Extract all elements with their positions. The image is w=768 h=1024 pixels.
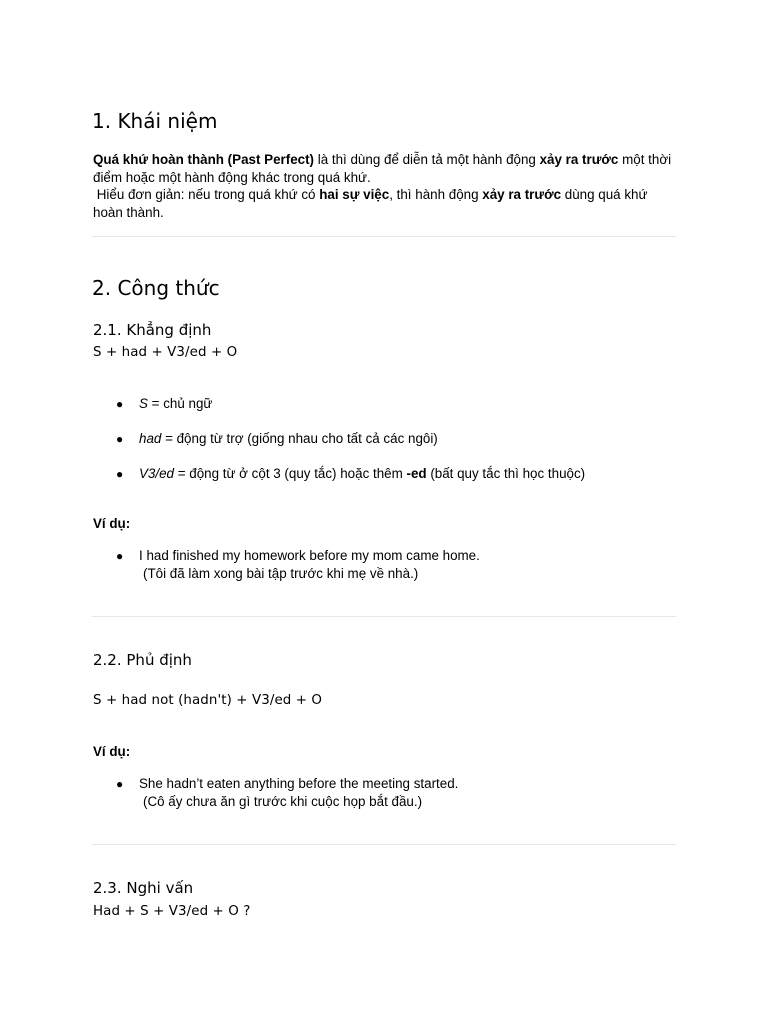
term-item-had	[139, 430, 438, 448]
interrogative-formula: Had + S + V3/ed + O ?	[93, 904, 251, 919]
explanation-text-end: dùng quá khứ hoàn thành.	[93, 187, 648, 220]
affirmative-heading: 2.1. Khẳng định	[93, 321, 212, 339]
term-description: = chủ ngữ	[147, 396, 213, 411]
term-suffix: -ed	[406, 466, 427, 481]
term-name: had	[139, 431, 162, 446]
explanation-text: Hiểu đơn giản: nếu trong quá khứ có	[93, 187, 320, 202]
section-divider	[92, 616, 676, 617]
term-description: = động từ trợ (giống nhau cho tất cả các ngôi)	[161, 431, 438, 446]
simple-explanation-paragraph	[93, 186, 675, 221]
section-divider	[92, 236, 676, 237]
example-vietnamese: (Tôi đã làm xong bài tập trước khi mẹ về nhà.)	[143, 566, 419, 581]
bullet-icon: ●	[116, 777, 124, 791]
bullet-icon: ●	[116, 467, 124, 481]
negative-formula: S + had not (hadn't) + V3/ed + O	[93, 693, 323, 708]
example-label: Ví dụ:	[93, 516, 131, 531]
definition-term: Quá khứ hoàn thành (Past Perfect)	[93, 152, 315, 167]
explanation-text-mid: , thì hành động	[389, 187, 483, 202]
negative-heading: 2.2. Phủ định	[93, 651, 192, 669]
example-item	[139, 547, 480, 583]
definition-paragraph	[93, 151, 675, 186]
bullet-icon: ●	[116, 549, 124, 563]
term-item-subject	[139, 395, 212, 413]
example-english: I had finished my homework before my mom came home.	[139, 548, 480, 563]
term-description: = động từ ở cột 3 (quy tắc) hoặc thêm	[174, 466, 407, 481]
explanation-emphasis-2: xảy ra trước	[482, 187, 562, 202]
bullet-icon: ●	[116, 397, 124, 411]
affirmative-formula: S + had + V3/ed + O	[93, 345, 238, 360]
definition-text-end: một thời điểm hoặc một hành động khác trong quá khứ.	[93, 152, 672, 185]
term-name: V3/ed	[139, 466, 174, 481]
section-divider	[92, 844, 676, 845]
explanation-emphasis-1: hai sự việc	[319, 187, 390, 202]
term-name: S	[139, 396, 148, 411]
section-2-heading: 2. Công thức	[92, 276, 220, 300]
bullet-icon: ●	[116, 432, 124, 446]
definition-emphasis: xảy ra trước	[539, 152, 619, 167]
definition-text: là thì dùng để diễn tả một hành động	[314, 152, 540, 167]
example-vietnamese: (Cô ấy chưa ăn gì trước khi cuộc họp bắt đầu.)	[143, 794, 423, 809]
example-english: She hadn’t eaten anything before the meeting started.	[139, 776, 459, 791]
term-item-v3	[139, 465, 585, 483]
example-label: Ví dụ:	[93, 744, 131, 759]
section-1-heading: 1. Khái niệm	[92, 109, 218, 133]
term-description-end: (bất quy tắc thì học thuộc)	[426, 466, 586, 481]
example-item	[139, 775, 458, 811]
interrogative-heading: 2.3. Nghi vấn	[93, 879, 194, 897]
